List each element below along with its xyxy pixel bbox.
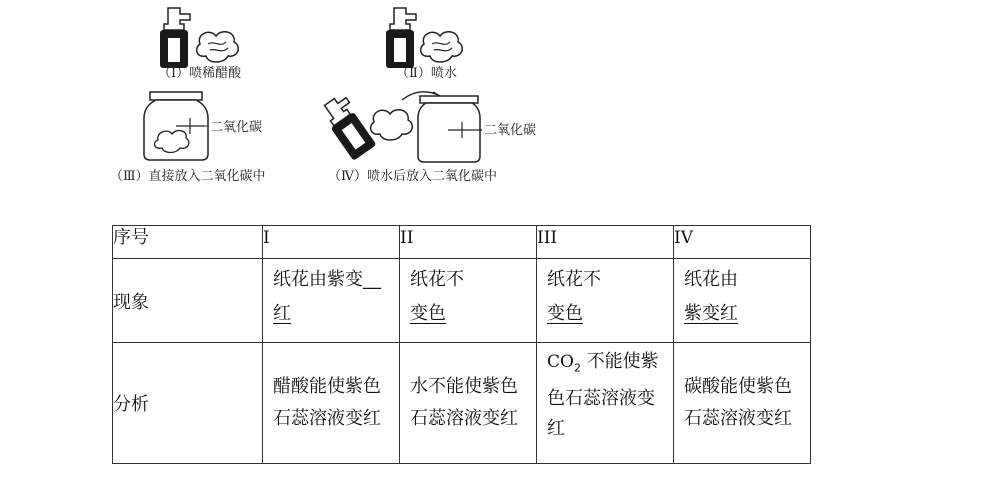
cell-answer: 红 — [273, 303, 291, 324]
cell-text: 纸花由 — [684, 269, 738, 290]
experiment-figure — [0, 0, 1000, 215]
cell-answer: 变色 — [410, 303, 446, 324]
table-row-phenomenon — [113, 259, 811, 343]
header-col-1: I — [263, 226, 400, 259]
cell-line: 石蕊溶液变红 — [410, 408, 518, 429]
cell-text: 不能使紫 — [586, 351, 659, 372]
table-cell — [537, 343, 674, 464]
header-label: 序号 — [113, 226, 263, 259]
paper-flower-icon — [371, 110, 413, 140]
co2-formula: CO — [547, 352, 574, 372]
header-col-2: II — [400, 226, 537, 259]
caption-2: （Ⅱ）喷水 — [396, 66, 457, 81]
cell-line — [547, 347, 665, 384]
cell-text: 纸花由紫变__ — [273, 269, 381, 290]
spray-bottle-icon — [318, 93, 378, 161]
table-cell — [263, 259, 400, 343]
table-cell — [674, 343, 811, 464]
table-header-row — [113, 226, 811, 259]
table-cell — [400, 259, 537, 343]
caption-3: （Ⅲ）直接放入二氧化碳中 — [110, 169, 266, 184]
cell-text: 纸花不 — [547, 269, 601, 290]
table-row-analysis — [113, 343, 811, 464]
spray-bottle-icon — [160, 8, 190, 68]
spray-bottle-icon — [386, 8, 416, 68]
gas-jar-icon — [418, 96, 482, 162]
header-col-4: IV — [674, 226, 811, 259]
cell-line: 石蕊溶液变红 — [684, 408, 792, 429]
paper-flower-icon — [421, 32, 463, 62]
caption-1: （Ⅰ）喷稀醋酸 — [158, 66, 242, 81]
row-label-phenomenon: 现象 — [113, 259, 263, 343]
cell-line: 碳酸能使紫色 — [684, 376, 792, 397]
cell-line: 红 — [547, 417, 565, 439]
table-cell — [674, 259, 811, 343]
cell-line: 水不能使紫色 — [410, 376, 518, 397]
results-table — [112, 225, 811, 464]
table-cell — [537, 259, 674, 343]
cell-answer: 紫变红 — [684, 303, 738, 324]
table-cell — [263, 343, 400, 464]
co2-label-3: 二氧化碳 — [210, 120, 263, 135]
cell-line: 醋酸能使紫色 — [273, 376, 381, 397]
paper-flower-icon — [197, 32, 239, 62]
cell-text: 纸花不 — [410, 269, 464, 290]
row-label-analysis: 分析 — [113, 343, 263, 464]
cell-answer: 变色 — [547, 303, 583, 324]
cell-line: 石蕊溶液变红 — [273, 408, 381, 429]
header-col-3: III — [537, 226, 674, 259]
caption-4: （Ⅳ）喷水后放入二氧化碳中 — [328, 169, 497, 184]
table-cell — [400, 343, 537, 464]
cell-line: 色石蕊溶液变 — [547, 387, 655, 409]
co2-label-4: 二氧化碳 — [484, 123, 537, 138]
co2-subscript: 2 — [573, 361, 581, 375]
